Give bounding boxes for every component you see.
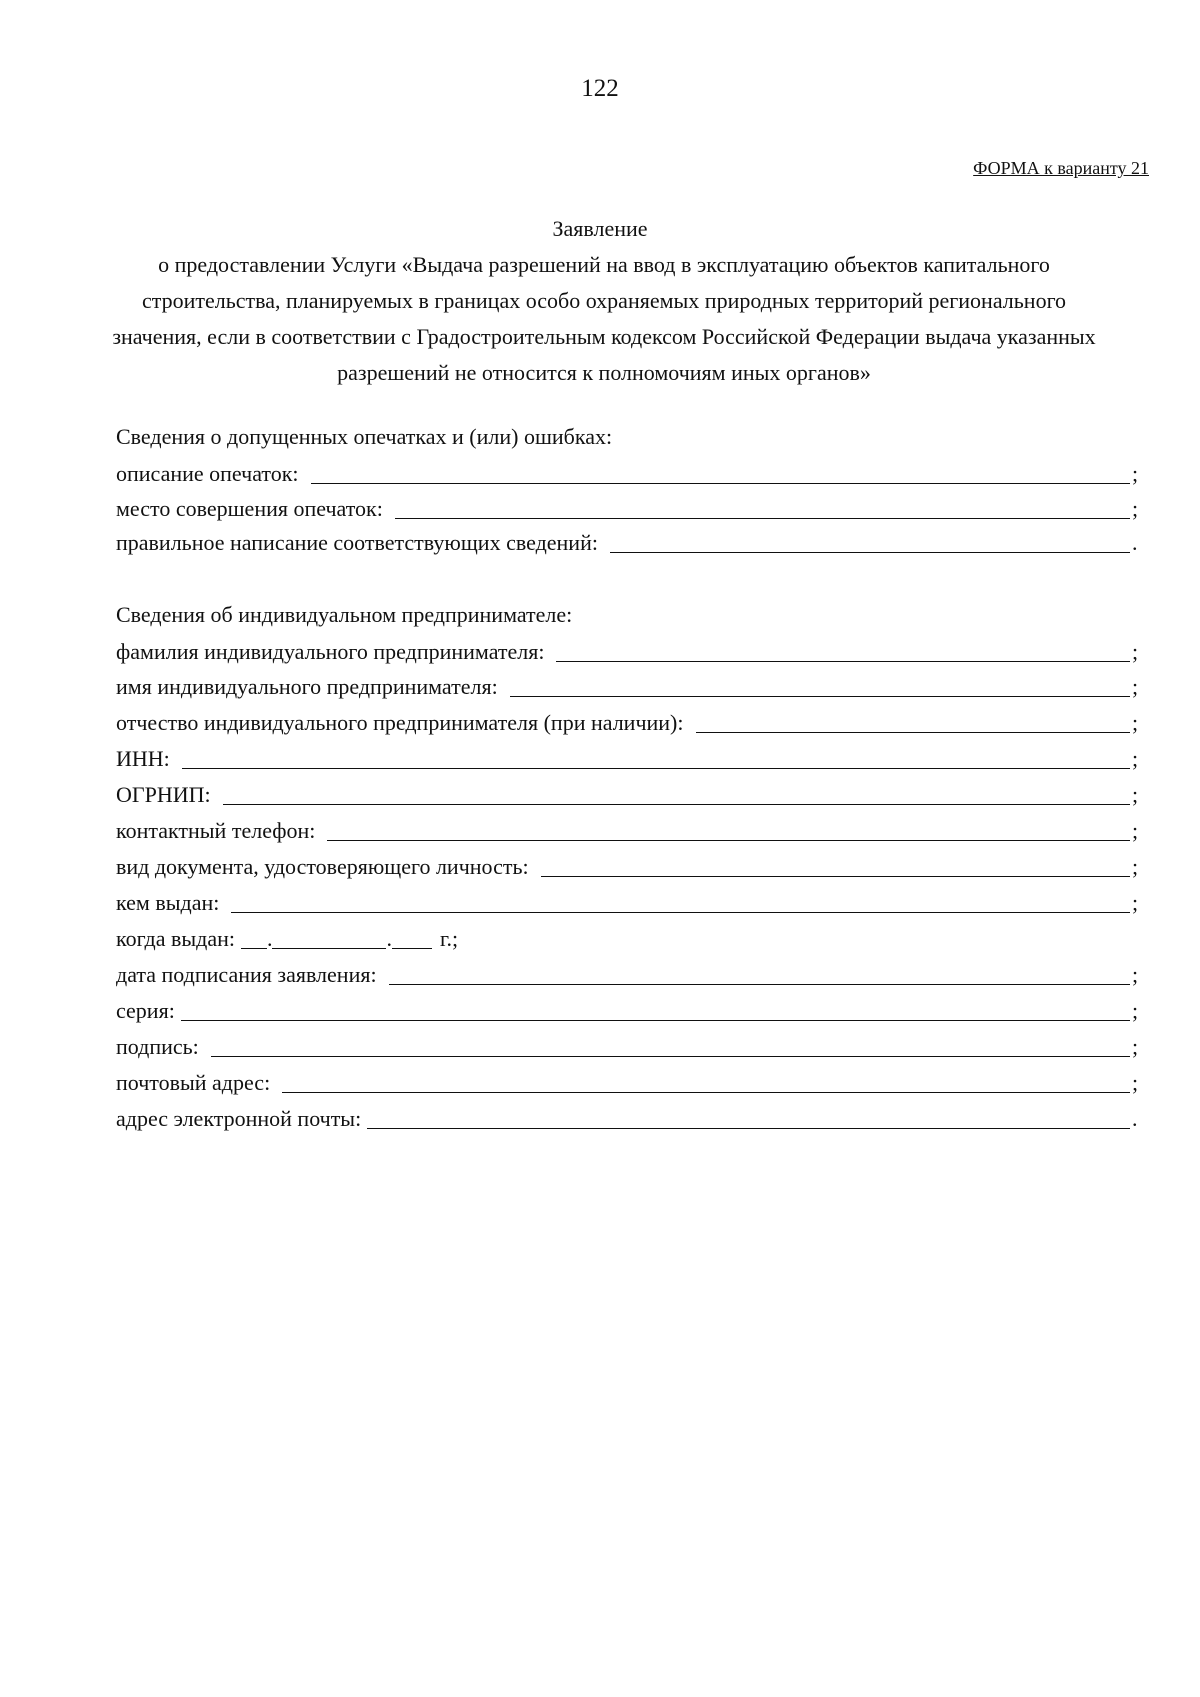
field-terminator: ; (1132, 461, 1139, 486)
field-terminator: ; (1132, 710, 1139, 735)
field-label: ОГРНИП: (116, 782, 211, 807)
field-terminator: ; (1132, 1070, 1139, 1095)
first-name-field[interactable] (116, 672, 1140, 700)
patronymic-input[interactable] (696, 714, 1131, 733)
id-document-type-field[interactable] (116, 852, 1140, 880)
surname-input[interactable] (556, 643, 1130, 662)
field-label: адрес электронной почты: (116, 1106, 362, 1131)
issue-month-input[interactable] (272, 930, 386, 949)
field-label: фамилия индивидуального предпринимателя: (116, 639, 545, 664)
field-label: описание опечаток: (116, 461, 299, 486)
typo-location-input[interactable] (395, 500, 1130, 519)
field-label: отчество индивидуального предпринимателя (при наличии): (116, 710, 684, 735)
field-terminator: ; (1132, 674, 1139, 699)
field-label: когда выдан: (116, 926, 235, 951)
patronymic-field[interactable] (116, 708, 1140, 736)
field-terminator: ; (1132, 496, 1139, 521)
form-reference: ФОРМА к варианту 21 (973, 158, 1149, 178)
issue-day-input[interactable] (241, 930, 267, 949)
typo-location-field[interactable] (116, 494, 1140, 522)
date-separator: . (386, 926, 392, 951)
field-label: имя индивидуального предпринимателя: (116, 674, 498, 699)
entrepreneur-section-heading: Сведения об индивидуальном предпринимателе: (116, 602, 573, 627)
field-label: ИНН: (116, 746, 170, 771)
inn-input[interactable] (182, 750, 1130, 769)
first-name-input[interactable] (510, 678, 1130, 697)
signing-date-field[interactable] (116, 960, 1140, 988)
postal-address-field[interactable] (116, 1068, 1140, 1096)
field-terminator: ; (1132, 746, 1139, 771)
field-terminator: . (1132, 530, 1138, 555)
inn-field[interactable] (116, 744, 1140, 772)
year-suffix: г.; (439, 926, 459, 951)
field-label: дата подписания заявления: (116, 962, 377, 987)
typo-description-field[interactable] (116, 459, 1140, 487)
field-terminator: ; (1132, 890, 1139, 915)
field-terminator: ; (1132, 854, 1139, 879)
field-label: вид документа, удостоверяющего личность: (116, 854, 529, 879)
field-terminator: ; (1132, 782, 1139, 807)
date-separator: . (266, 926, 273, 951)
correct-spelling-field[interactable] (116, 528, 1140, 556)
issued-by-input[interactable] (231, 894, 1130, 913)
field-label: кем выдан: (116, 890, 220, 915)
field-terminator: ; (1132, 998, 1139, 1023)
phone-field[interactable] (116, 816, 1140, 844)
signature-field[interactable] (116, 1032, 1140, 1060)
postal-address-input[interactable] (282, 1074, 1130, 1093)
field-label: подпись: (116, 1034, 199, 1059)
field-label: серия: (116, 998, 175, 1023)
field-terminator: ; (1132, 1034, 1139, 1059)
correct-spelling-input[interactable] (610, 534, 1130, 553)
typos-section-heading: Сведения о допущенных опечатках и (или) ошибках: (116, 424, 613, 449)
document-subtitle: о предоставлении Услуги «Выдача разрешений на ввод в эксплуатацию объектов капитального строительства, планируемых в границах особо охраняемых природных территорий регионального значения, если в соответствии с Градостроительным кодексом Российской Федерации выдача указанных разрешений не относится к полномочиям иных органов» (112, 252, 1096, 385)
field-label: место совершения опечаток: (116, 496, 383, 521)
phone-input[interactable] (327, 822, 1130, 841)
field-label: контактный телефон: (116, 818, 316, 843)
field-terminator: . (1132, 1106, 1138, 1131)
email-field[interactable] (116, 1104, 1140, 1132)
signing-date-input[interactable] (389, 966, 1130, 985)
id-document-type-input[interactable] (541, 858, 1130, 877)
ogrnip-input[interactable] (223, 786, 1130, 805)
issue-date-field[interactable] (116, 924, 458, 952)
field-label: правильное написание соответствующих сведений: (116, 530, 598, 555)
typo-description-input[interactable] (311, 465, 1130, 484)
field-terminator: ; (1132, 639, 1139, 664)
field-terminator: ; (1132, 962, 1139, 987)
series-input[interactable] (181, 1002, 1130, 1021)
series-field[interactable] (116, 996, 1140, 1024)
surname-field[interactable] (116, 637, 1140, 665)
ogrnip-field[interactable] (116, 780, 1140, 808)
email-input[interactable] (367, 1110, 1130, 1129)
signature-input[interactable] (211, 1038, 1130, 1057)
field-terminator: ; (1132, 818, 1139, 843)
page-number: 122 (581, 75, 619, 102)
field-label: почтовый адрес: (116, 1070, 271, 1095)
issued-by-field[interactable] (116, 888, 1140, 916)
issue-year-input[interactable] (392, 930, 432, 949)
document-title: Заявление (552, 216, 648, 241)
